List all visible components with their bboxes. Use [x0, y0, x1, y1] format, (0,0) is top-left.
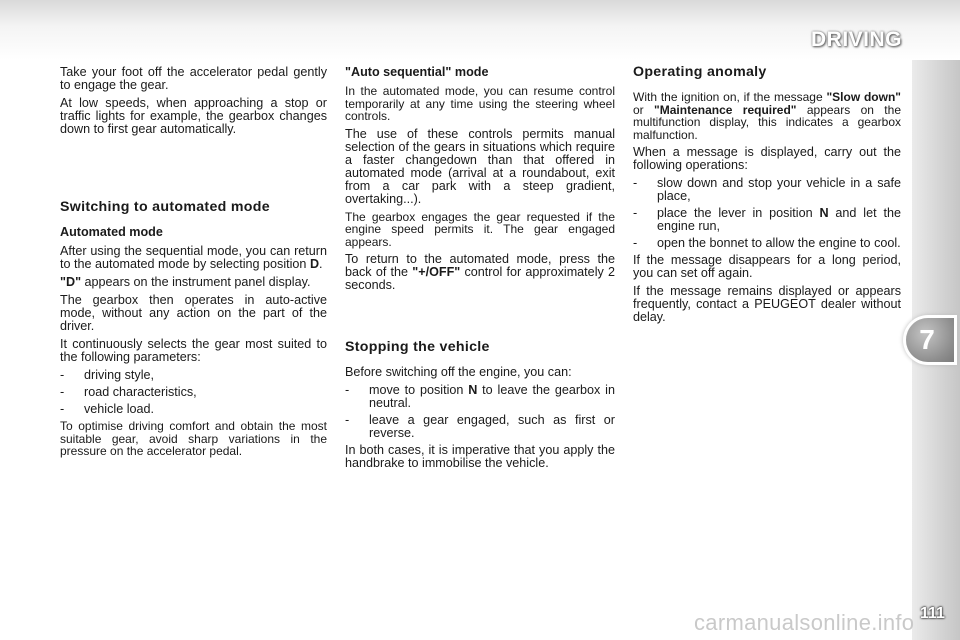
- list-item: - open the bonnet to allow the engine to cool.: [633, 236, 901, 250]
- section-title: DRIVING: [810, 28, 902, 51]
- chapter-tab[interactable]: 7: [906, 318, 954, 362]
- watermark: carmanualsonline.info: [694, 610, 915, 635]
- page-number: 111: [920, 605, 945, 622]
- paragraph-comfort-tip: To optimise driving comfort and obtain the most suitable gear, avoid sharp variations in the pressure on the accelerator pedal.: [60, 419, 327, 458]
- paragraph-handbrake: In both cases, it is imperative that you apply the handbrake to immobilise the vehicle.: [345, 443, 615, 470]
- column-1: [60, 66, 327, 463]
- list-item: - place the lever in position N and let the engine run,: [633, 206, 901, 233]
- list-item: - move to position N to leave the gearbox in neutral.: [345, 383, 615, 410]
- paragraph-manual-selection: The use of these controls permits manual selection of the gears in situations which require a faster changedown than that offered in automated mode (arrival at a roundabout, exit from a car park with a steep gradient, overtaking...).: [345, 126, 615, 206]
- paragraph-contact-dealer: If the message remains displayed or appears frequently, contact a PEUGEOT dealer without delay.: [633, 284, 901, 324]
- stopping-heading: Stopping the vehicle: [345, 339, 490, 355]
- auto-sequential-heading: "Auto sequential" mode: [345, 65, 489, 79]
- paragraph-set-off-again: If the message disappears for a long period, you can set off again.: [633, 253, 901, 280]
- paragraph-before-switching-off: Before switching off the engine, you can:: [345, 365, 572, 379]
- paragraph-return-automated: To return to the automated mode, press the back of the "+/OFF" control for approximately 2 seconds.: [345, 252, 616, 292]
- automated-mode-heading: Automated mode: [60, 225, 163, 239]
- operating-anomaly-heading: Operating anomaly: [633, 64, 767, 80]
- list-item: - leave a gear engaged, such as first or reverse.: [345, 413, 615, 440]
- paragraph-message: With the ignition on, if the message "Slow down" or "Maintenance required" appears on the multifunction display, this indicates a gearbox malfunction.: [633, 90, 901, 142]
- list-item: - driving style,: [60, 368, 154, 382]
- column-2: [345, 66, 615, 475]
- paragraph-select-d: After using the sequential mode, you can return to the automated mode by selecting position D.: [60, 244, 327, 271]
- list-item: - road characteristics,: [60, 385, 197, 399]
- paragraph-d-display: "D" appears on the instrument panel display.: [60, 275, 311, 289]
- list-item: - vehicle load.: [60, 402, 155, 416]
- list-item: - slow down and stop your vehicle in a safe place,: [633, 176, 901, 203]
- paragraph-resume-control: In the automated mode, you can resume control temporarily at any time using the steering wheel controls.: [345, 84, 615, 123]
- column-3: [633, 66, 901, 329]
- intro-paragraph-2: At low speeds, when approaching a stop or traffic lights for example, the gearbox changes down to first gear automatically.: [60, 96, 327, 136]
- paragraph-gear-engaged: The gearbox engages the gear requested if the engine speed permits it. The gear engaged appears.: [345, 209, 615, 249]
- paragraph-auto-active: The gearbox then operates in auto-active mode, without any action on the part of the driver.: [60, 293, 327, 333]
- switching-heading: Switching to automated mode: [60, 199, 270, 215]
- paragraph-operations: When a message is displayed, carry out the following operations:: [633, 145, 901, 172]
- intro-paragraph-1: Take your foot off the accelerator pedal gently to engage the gear.: [60, 65, 327, 92]
- paragraph-parameters: It continuously selects the gear most suited to the following parameters:: [60, 337, 327, 364]
